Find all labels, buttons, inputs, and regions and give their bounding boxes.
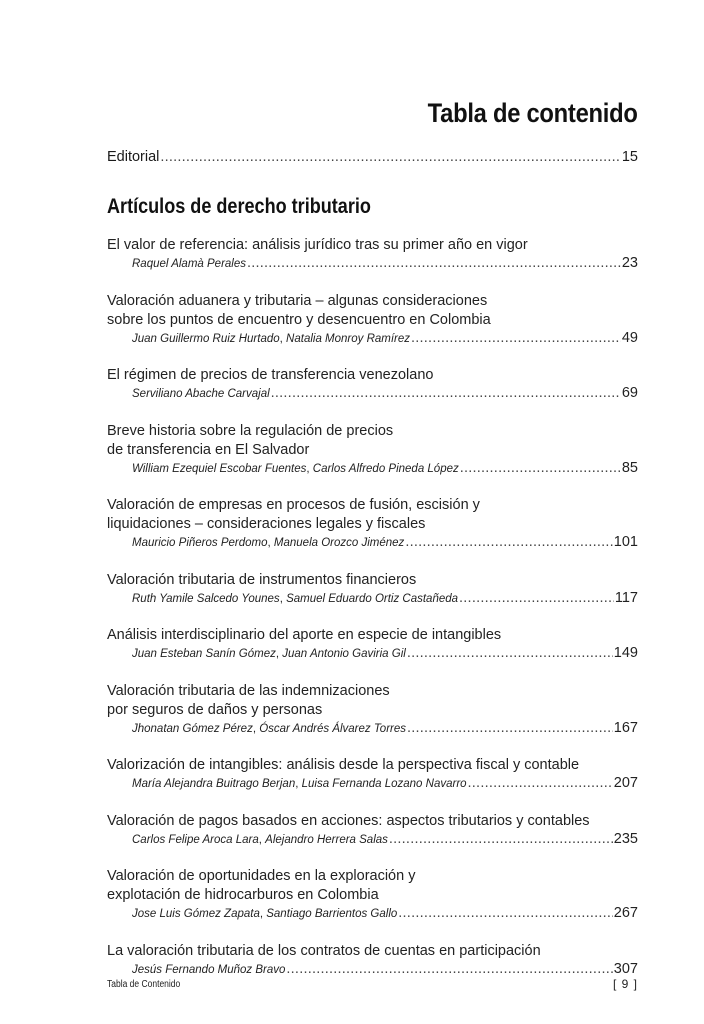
- dot-leader: [468, 775, 613, 792]
- entry-title-line: Valoración tributaria de instrumentos financieros: [107, 571, 417, 588]
- dot-leader: [411, 330, 621, 347]
- page-number: 101: [613, 534, 638, 550]
- entry-author-line: [107, 905, 638, 923]
- page-number: 307: [613, 960, 638, 977]
- entry-title-line: Análisis interdisciplinario del aporte en especie de intangibles: [107, 627, 502, 643]
- entry-title-line: por seguros de daños y personas: [107, 701, 323, 718]
- entry-authors: [132, 645, 406, 663]
- toc-entry[interactable]: [107, 366, 638, 403]
- page-number: 69: [621, 385, 638, 401]
- entry-title-line: Valoración de pagos basados en acciones: aspectos tributarios y contables: [107, 812, 590, 829]
- page-number: 49: [621, 329, 638, 346]
- entry-authors: [132, 330, 410, 348]
- entry-title-line: Valoración de oportunidades en la exploración y: [107, 868, 416, 884]
- author-name: Santiago Barrientos Gallo: [266, 908, 398, 920]
- entry-authors: [132, 534, 404, 552]
- author-separator: ,: [279, 592, 287, 605]
- entry-authors: [132, 905, 397, 923]
- author-name: Juan Guillermo Ruiz Hurtado: [132, 332, 280, 345]
- author-name: Carlos Felipe Aroca Lara: [132, 833, 259, 846]
- toc-entry[interactable]: [107, 292, 638, 348]
- entry-title-line: El régimen de precios de transferencia venezolano: [107, 367, 434, 383]
- page-number: 167: [613, 719, 638, 736]
- author-name: Manuela Orozco Jiménez: [273, 537, 405, 549]
- page-number: 15: [621, 149, 638, 165]
- author-separator: ,: [275, 648, 283, 660]
- page-title: Tabla de contenido: [428, 98, 638, 128]
- author-name: Jesús Fernando Muñoz Bravo: [132, 963, 286, 976]
- toc-entry[interactable]: [107, 571, 638, 608]
- author-separator: ,: [306, 462, 313, 475]
- entry-author-line: [107, 831, 638, 849]
- author-separator: ,: [295, 778, 302, 790]
- dot-leader: [247, 255, 621, 272]
- entry-author-line: [107, 961, 638, 979]
- dot-leader: [405, 534, 612, 551]
- dot-leader: [160, 149, 620, 165]
- entry-title-line: sobre los puntos de encuentro y desencuentro en Colombia: [107, 311, 491, 328]
- author-name: Juan Esteban Sanín Gómez: [132, 648, 276, 660]
- entry-authors: [132, 775, 467, 793]
- entry-title-line: La valoración tributaria de los contratos de cuentas en participación: [107, 942, 541, 959]
- toc-entry[interactable]: [107, 236, 638, 273]
- entry-author-line: [107, 460, 638, 478]
- entry-authors: [132, 961, 285, 979]
- entry-title-line: Breve historia sobre la regulación de precios: [107, 422, 394, 439]
- toc-entry[interactable]: [107, 496, 638, 552]
- author-separator: ,: [252, 722, 260, 735]
- entry-author-line: [107, 534, 638, 552]
- author-name: Natalia Monroy Ramírez: [286, 332, 411, 345]
- entry-title-line: Valorización de intangibles: análisis desde la perspectiva fiscal y contable: [107, 757, 580, 773]
- toc-entry[interactable]: [107, 942, 638, 979]
- page-number: 235: [613, 830, 638, 847]
- entry-author-line: [107, 385, 638, 403]
- entry-authors: [132, 255, 246, 273]
- page-number: 267: [613, 905, 638, 921]
- entry-author-line: [107, 720, 638, 738]
- page-number: 207: [613, 775, 638, 791]
- page-number: 23: [621, 255, 638, 271]
- entry-title-line: Valoración tributaria de las indemnizaciones: [107, 682, 390, 699]
- entry-title-line: explotación de hidrocarburos en Colombia: [107, 887, 379, 903]
- author-name: Serviliano Abache Carvajal: [132, 388, 270, 400]
- entry-author-line: [107, 775, 638, 793]
- footer-page-number: [ 9 ]: [612, 977, 638, 991]
- toc-entry-editorial[interactable]: [107, 149, 638, 165]
- author-name: Carlos Alfredo Pineda López: [312, 462, 459, 475]
- entry-authors: [132, 590, 458, 608]
- entry-title-line: El valor de referencia: análisis jurídico tras su primer año en vigor: [107, 237, 528, 253]
- entry-author-line: [107, 255, 638, 273]
- author-separator: ,: [259, 908, 267, 920]
- page-number: 85: [621, 459, 638, 476]
- author-name: Luisa Fernanda Lozano Navarro: [301, 778, 467, 790]
- toc-entry[interactable]: [107, 626, 638, 663]
- entry-author-line: [107, 645, 638, 663]
- section-heading: Artículos de derecho tributario: [107, 195, 371, 218]
- author-name: William Ezequiel Escobar Fuentes: [132, 462, 307, 475]
- entry-authors: [132, 385, 270, 403]
- entry-title-line: Valoración de empresas en procesos de fusión, escisión y: [107, 497, 480, 513]
- author-name: Ruth Yamile Salcedo Younes: [132, 592, 280, 605]
- author-name: Alejandro Herrera Salas: [265, 833, 388, 846]
- toc-entry[interactable]: [107, 682, 638, 738]
- dot-leader: [407, 720, 613, 737]
- entry-authors: [132, 720, 406, 738]
- author-name: Jose Luis Gómez Zapata: [132, 908, 260, 920]
- dot-leader: [459, 590, 614, 607]
- entry-title-line: Valoración aduanera y tributaria – algunas consideraciones: [107, 292, 488, 309]
- dot-leader: [389, 831, 613, 848]
- toc-entries: [107, 236, 638, 997]
- entry-authors: [132, 831, 388, 849]
- page-number: 149: [613, 645, 638, 661]
- author-name: Juan Antonio Gaviria Gil: [282, 648, 406, 660]
- toc-entry[interactable]: [107, 422, 638, 478]
- dot-leader: [398, 905, 613, 922]
- entry-authors: [132, 460, 459, 478]
- author-name: Óscar Andrés Álvarez Torres: [259, 722, 407, 735]
- toc-entry[interactable]: [107, 756, 638, 793]
- author-separator: ,: [258, 833, 266, 846]
- editorial-label: Editorial: [107, 149, 160, 165]
- dot-leader: [407, 645, 613, 662]
- dot-leader: [460, 460, 621, 477]
- author-name: María Alejandra Buitrago Berjan: [132, 778, 296, 790]
- dot-leader: [271, 385, 621, 402]
- entry-author-line: [107, 330, 638, 348]
- entry-author-line: [107, 590, 638, 608]
- entry-title-line: de transferencia en El Salvador: [107, 441, 310, 458]
- author-name: Mauricio Piñeros Perdomo: [132, 537, 268, 549]
- author-name: Jhonatan Gómez Pérez: [132, 722, 253, 735]
- toc-entry[interactable]: [107, 812, 638, 849]
- footer-running-title: Tabla de Contenido: [107, 979, 181, 990]
- author-name: Raquel Alamà Perales: [132, 258, 246, 270]
- author-separator: ,: [267, 537, 274, 549]
- dot-leader: [286, 961, 612, 978]
- author-name: Samuel Eduardo Ortiz Castañeda: [286, 592, 459, 605]
- page-number: 117: [614, 589, 638, 606]
- entry-title-line: liquidaciones – consideraciones legales y fiscales: [107, 516, 426, 532]
- author-separator: ,: [279, 332, 287, 345]
- toc-entry[interactable]: [107, 867, 638, 923]
